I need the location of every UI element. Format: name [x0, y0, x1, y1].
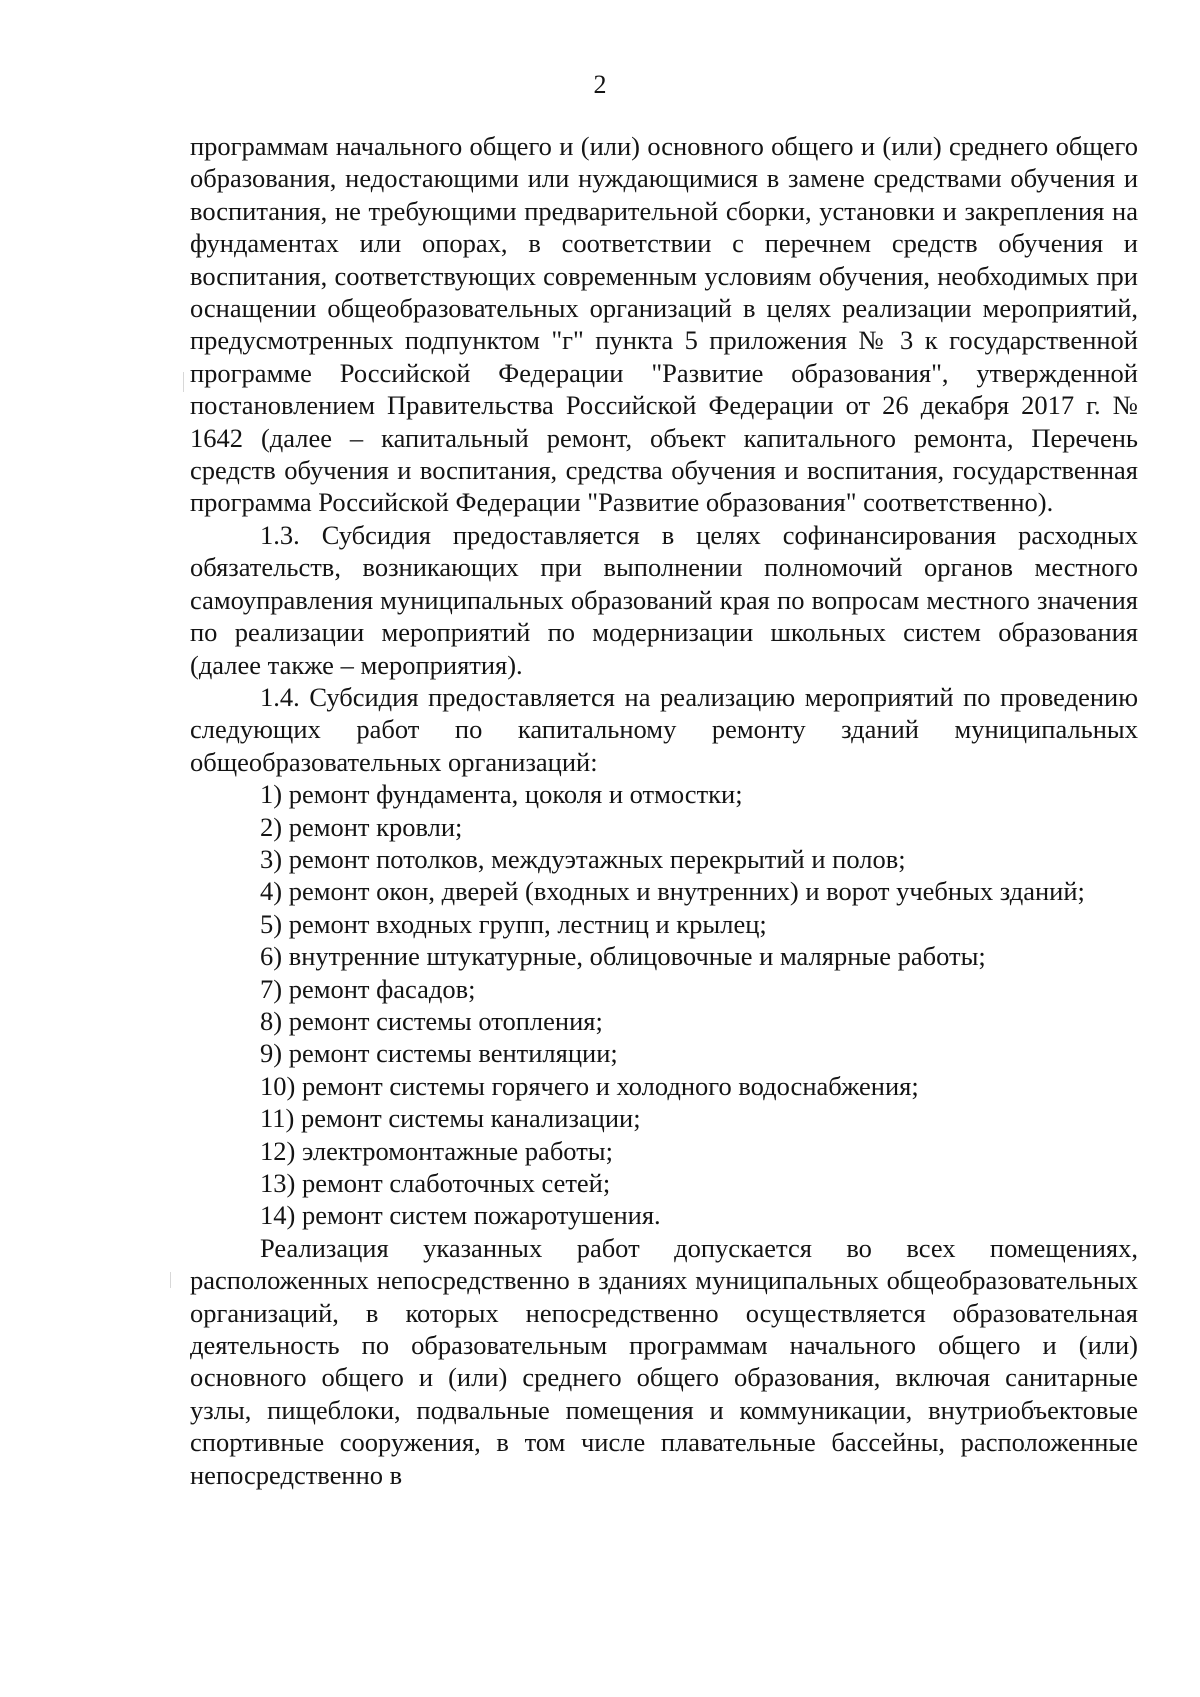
- document-body: [190, 130, 1138, 1491]
- list-item: 7) ремонт фасадов;: [260, 973, 476, 1004]
- list-item: 14) ремонт систем пожаротушения.: [260, 1200, 661, 1231]
- list-item: 13) ремонт слаботочных сетей;: [260, 1168, 611, 1198]
- list-item: 6) внутренние штукатурные, облицовочные и малярные работы;: [260, 941, 986, 972]
- list-item: 12) электромонтажные работы;: [260, 1135, 613, 1166]
- works-list: [190, 778, 1138, 1232]
- page-number: 2: [593, 70, 607, 99]
- list-item: 9) ремонт системы вентиляции;: [260, 1038, 618, 1069]
- paragraph-continuation: программам начального общего и (или) основного общего и (или) среднего общего образования, недостающими или нуждающимися в замене средствами обучения и воспитания, не требующими предварительной сборки, установки и закрепления на фундаментах или опорах, в соответствии с перечнем средств обучения и воспитания, соответствующих современным условиям обучения, необходимых при оснащении общеобразовательных организаций в целях реализации мероприятий, предусмотренных подпунктом "г" пункта 5 приложения № 3 к государственной программе Российской Федерации "Развитие образования", утвержденной постановлением Правительства Российской Федерации от 26 декабря 2017 г. № 1642 (далее – капитальный ремонт, объект капитального ремонта, Перечень средств обучения и воспитания, средства обучения и воспитания, государственная программа Российской Федерации "Развитие образования" соответственно).: [190, 131, 1138, 518]
- scan-artifact-line-bottom: [170, 1272, 171, 1288]
- list-item: 11) ремонт системы канализации;: [260, 1103, 641, 1134]
- list-item: 1) ремонт фундамента, цоколя и отмостки;: [260, 779, 743, 810]
- list-item: 10) ремонт системы горячего и холодного водоснабжения;: [260, 1070, 919, 1101]
- list-item: 8) ремонт системы отопления;: [260, 1005, 603, 1036]
- scan-artifact-line-top: [183, 372, 184, 392]
- list-item: 5) ремонт входных групп, лестниц и крылец;: [260, 908, 767, 939]
- paragraph-1-3: 1.3. Субсидия предоставляется в целях софинансирования расходных обязательств, возникающих при выполнении полномочий органов местного самоуправления муниципальных образований края по вопросам местного значения по реализации мероприятий по модернизации школьных систем образования (далее также – мероприятия).: [190, 519, 1138, 680]
- list-item: 2) ремонт кровли;: [260, 811, 463, 842]
- paragraph-1-4: 1.4. Субсидия предоставляется на реализацию мероприятий по проведению следующих работ по капитальному ремонту зданий муниципальных общеобразовательных организаций:: [190, 681, 1138, 777]
- list-item: 4) ремонт окон, дверей (входных и внутренних) и ворот учебных зданий;: [260, 876, 1085, 907]
- list-item: 3) ремонт потолков, междуэтажных перекрытий и полов;: [260, 843, 906, 874]
- paragraph-works-scope: Реализация указанных работ допускается во всех помещениях, расположенных непосредственно в зданиях муниципальных общеобразовательных организаций, в которых непосредственно осуществляется образовательная деятельность по образовательным программам начального общего и (или) основного общего и (или) среднего общего образования, включая санитарные узлы, пищеблоки, подвальные помещения и коммуникации, внутриобъектовые спортивные сооружения, в том числе плавательные бассейны, расположенные непосредственно в: [190, 1232, 1138, 1490]
